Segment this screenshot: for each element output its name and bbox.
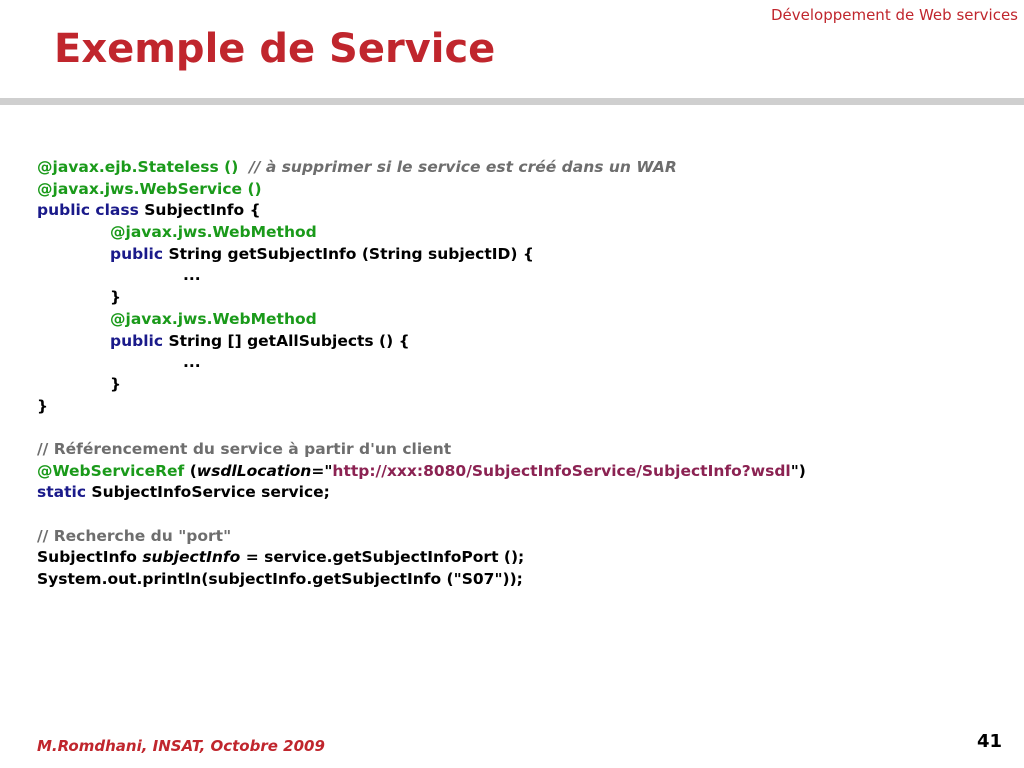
class-declaration: SubjectInfo { [144, 201, 261, 220]
class-close: } [37, 396, 49, 415]
code-line-16 [37, 482, 997, 504]
quote-paren-close: ") [790, 461, 806, 480]
annotation-stateless: @javax.ejb.Stateless () [37, 158, 239, 176]
equals-quote: =" [311, 461, 333, 480]
code-line-blank-1 [37, 417, 997, 439]
keyword-public-1: public [110, 244, 164, 263]
code-line-18 [37, 526, 997, 548]
field-declaration: SubjectInfoService service; [91, 483, 330, 502]
code-line-15 [37, 461, 997, 483]
code-line-12 [37, 396, 997, 418]
annotation-webmethod-2: @javax.jws.WebMethod [110, 309, 317, 328]
code-line-4 [37, 222, 997, 244]
code-line-8 [37, 309, 997, 331]
keyword-public-class: public class [37, 201, 139, 220]
code-line-5 [37, 244, 997, 266]
slide-title: Exemple de Service [54, 26, 496, 72]
page-number: 41 [976, 731, 1002, 752]
footer-author: M.Romdhani, INSAT, Octobre 2009 [37, 737, 325, 755]
code-block [37, 157, 997, 591]
code-line-20 [37, 569, 997, 591]
comment-war: // à supprimer si le service est créé dans un WAR [249, 158, 677, 176]
code-line-blank-2 [37, 504, 997, 526]
code-line-3 [37, 200, 997, 222]
paren-open: ( [189, 461, 197, 480]
header-topic: Développement de Web services [770, 6, 1018, 24]
port-assignment: = service.getSubjectInfoPort (); [245, 548, 525, 567]
code-line-10 [37, 352, 997, 374]
method-body-2: ... [183, 353, 201, 372]
method-close-1: } [110, 288, 122, 307]
var-subjectinfo: subjectInfo [142, 548, 241, 567]
println-statement: System.out.println(subjectInfo.getSubjectInfo ("S07")); [37, 570, 523, 589]
annotation-webservice: @javax.jws.WebService () [37, 179, 262, 198]
code-line-9 [37, 331, 997, 353]
comment-port-lookup: // Recherche du "port" [37, 526, 232, 545]
code-line-14 [37, 439, 997, 461]
method-getsubjectinfo: String getSubjectInfo (String subjectID) { [168, 244, 534, 263]
method-getallsubjects: String [] getAllSubjects () { [168, 331, 410, 350]
code-line-6 [37, 265, 997, 287]
code-line-11 [37, 374, 997, 396]
comment-client-reference: // Référencement du service à partir d'un client [37, 439, 452, 458]
method-close-2: } [110, 374, 122, 393]
method-body-1: ... [183, 266, 201, 285]
code-line-2 [37, 179, 997, 201]
annotation-webserviceref: @WebServiceRef [37, 461, 185, 480]
type-subjectinfo: SubjectInfo [37, 548, 137, 567]
title-divider [0, 98, 1024, 105]
keyword-public-2: public [110, 331, 164, 350]
code-line-19 [37, 547, 997, 569]
param-wsdllocation: wsdlLocation [196, 461, 312, 480]
code-line-7 [37, 287, 997, 309]
code-line-1 [37, 157, 997, 179]
wsdl-url: http://xxx:8080/SubjectInfoService/SubjectInfo?wsdl [332, 461, 791, 480]
keyword-static: static [37, 483, 87, 502]
annotation-webmethod-1: @javax.jws.WebMethod [110, 223, 317, 242]
